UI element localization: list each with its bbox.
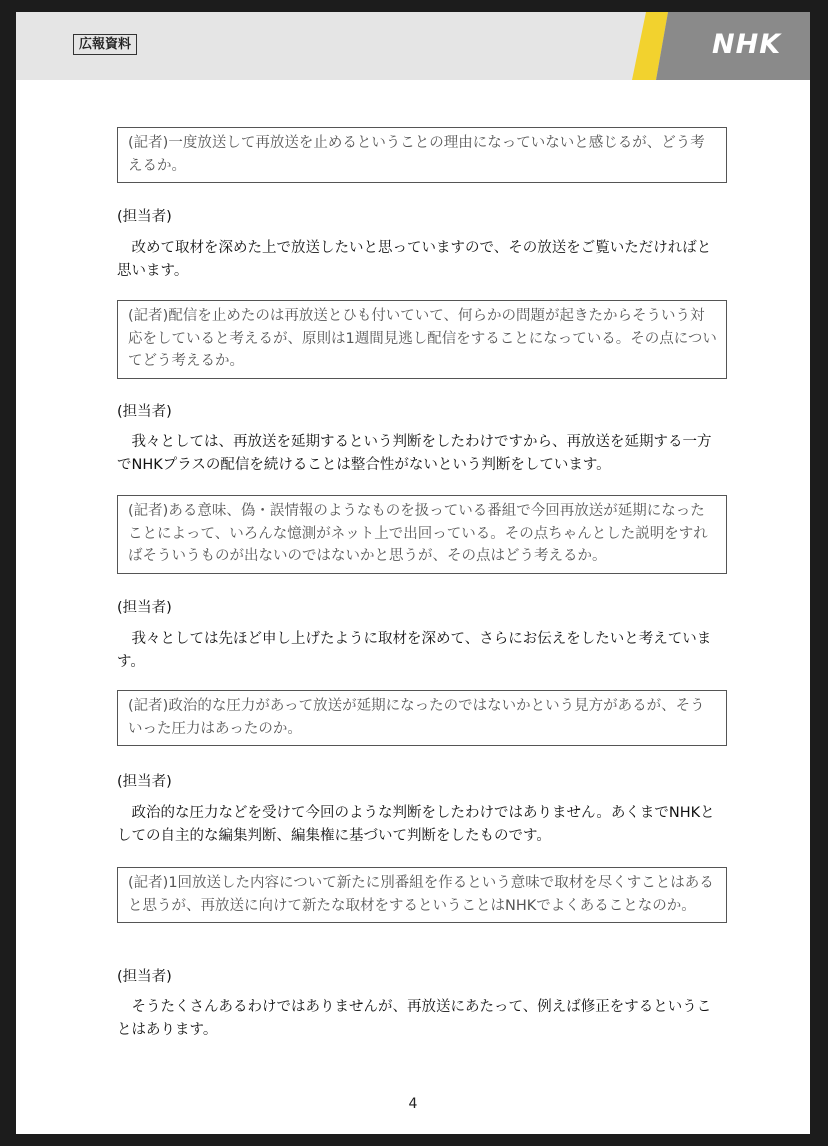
- nhk-logo: NHK: [712, 29, 782, 60]
- staff-answer: 我々としては、再放送を延期するという判断をしたわけですから、再放送を延期する一方でNHKプラスの配信を続けることは整合性がないという判断をしています。: [117, 434, 712, 473]
- speaker-label: (担当者): [117, 600, 172, 616]
- page-header: [16, 12, 810, 80]
- staff-answer: そうたくさんあるわけではありませんが、再放送にあたって、例えば修正をするということはあります。: [117, 999, 712, 1038]
- reporter-question: (記者)配信を止めたのは再放送とひも付いていて、何らかの問題が起きたからそういう対応をしていると考えるが、原則は1週間見逃し配信をすることになっている。その点についてどう考えるか。: [117, 300, 727, 379]
- staff-answer: 政治的な圧力などを受けて今回のような判断をしたわけではありません。あくまでNHKとしての自主的な編集判断、編集権に基づいて判断をしたものです。: [117, 805, 715, 844]
- page-number: 4: [408, 1096, 418, 1112]
- press-release-badge: 広報資料: [73, 34, 137, 55]
- speaker-label: (担当者): [117, 209, 172, 225]
- speaker-label: (担当者): [117, 969, 172, 985]
- document-page: [16, 12, 810, 1134]
- reporter-question: (記者)ある意味、偽・誤情報のようなものを扱っている番組で今回再放送が延期になったことによって、いろんな憶測がネット上で出回っている。その点ちゃんとした説明をすればそういうものが出ないのではないかと思うが、その点はどう考えるか。: [117, 495, 727, 574]
- reporter-question: (記者)1回放送した内容について新たに別番組を作るという意味で取材を尽くすことはあると思うが、再放送に向けて新たな取材をするということはNHKでよくあることなのか。: [117, 867, 727, 923]
- reporter-question: (記者)政治的な圧力があって放送が延期になったのではないかという見方があるが、そういった圧力はあったのか。: [117, 690, 727, 746]
- staff-answer: 我々としては先ほど申し上げたように取材を深めて、さらにお伝えをしたいと考えています。: [117, 631, 712, 670]
- speaker-label: (担当者): [117, 774, 172, 790]
- speaker-label: (担当者): [117, 404, 172, 420]
- reporter-question: (記者)一度放送して再放送を止めるということの理由になっていないと感じるが、どう考えるか。: [117, 127, 727, 183]
- staff-answer: 改めて取材を深めた上で放送したいと思っていますので、その放送をご覧いただければと思います。: [117, 240, 712, 279]
